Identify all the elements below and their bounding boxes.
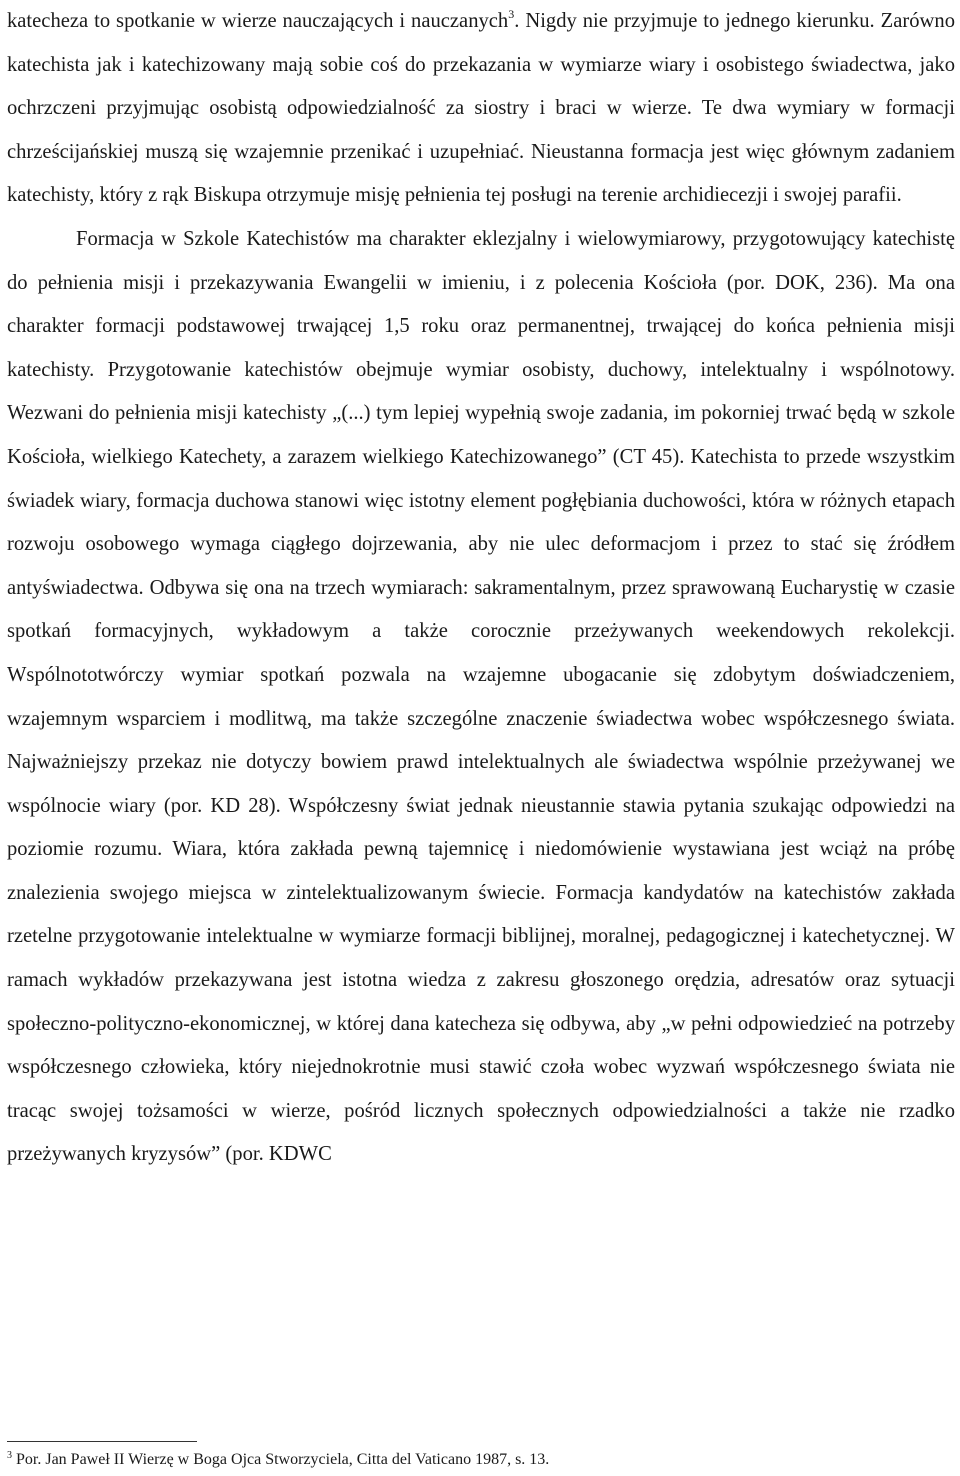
paragraph-1: [7, 0, 955, 218]
footnote: [7, 1450, 955, 1470]
paragraph-1-text-start: katecheza to spotkanie w wierze nauczających i nauczanych: [7, 10, 509, 32]
footnote-separator: [7, 1441, 197, 1442]
footnote-text: Por. Jan Paweł II Wierzę w Boga Ojca Stworzyciela, Citta del Vaticano 1987, s. 13.: [12, 1451, 550, 1468]
document-body: [7, 0, 955, 1177]
paragraph-1-text-end: . Nigdy nie przyjmuje to jednego kierunku. Zarówno katechista jak i katechizowany mają sobie coś do przekazania w wymiarze wiary i osobistego świadectwa, jako ochrzczeni przyjmując osobistą odpowiedzialność za siostry i braci w wierze. Te dwa wymiary w formacji chrześcijańskiej muszą się wzajemnie przenikać i uzupełniać. Nieustanna formacja jest więc głównym zadaniem katechisty, który z rąk Biskupa otrzymuje misję pełnienia tej posługi na terenie archidiecezji i swojej parafii.: [7, 10, 955, 207]
footnote-reference[interactable]: 3: [508, 7, 515, 21]
footnote-number: 3: [7, 1450, 12, 1461]
paragraph-2: Formacja w Szkole Katechistów ma charakter eklezjalny i wielowymiarowy, przygotowujący katechistę do pełnienia misji i przekazywania Ewangelii w imieniu, i z polecenia Kościoła (por. DOK, 236). Ma ona charakter formacji podstawowej trwającej 1,5 roku oraz permanentnej, trwającej do końca pełnienia misji katechisty. Przygotowanie katechistów obejmuje wymiar osobisty, duchowy, intelektualny i wspólnotowy. Wezwani do pełnienia misji katechisty „(...) tym lepiej wypełnią swoje zadania, im pokorniej trwać będą w szkole Kościoła, wielkiego Katechety, a zarazem wielkiego Katechizowanego” (CT 45). Katechista to przede wszystkim świadek wiary, formacja duchowa stanowi więc istotny element pogłębiania duchowości, która w różnych etapach rozwoju osobowego wymaga ciągłego dojrzewania, aby nie ulec deformacjom i przez to stać się źródłem antyświadectwa. Odbywa się ona na trzech wymiarach: sakramentalnym, przez sprawowaną Eucharystię w czasie spotkań formacyjnych, wykładowym a także corocznie przeżywanych weekendowych rekolekcji. Wspólnototwórczy wymiar spotkań pozwala na wzajemne ubogacanie się zdobytym doświadczeniem, wzajemnym wsparciem i modlitwą, ma także szczególne znaczenie świadectwa wobec współczesnego świata. Najważniejszy przekaz nie dotyczy bowiem prawd intelektualnych ale świadectwa wspólnie przeżywanej we wspólnocie wiary (por. KD 28). Współczesny świat jednak nieustannie stawia pytania szukając odpowiedzi na poziomie rozumu. Wiara, która zakłada pewną tajemnicę i niedomówienie wystawiana jest wciąż na próbę znalezienia swojego miejsca w zintelektualizowanym świecie. Formacja kandydatów na katechistów zakłada rzetelne przygotowanie intelektualne w wymiarze formacji biblijnej, moralnej, pedagogicznej i katechetycznej. W ramach wykładów przekazywana jest istotna wiedza z zakresu głoszonego orędzia, adresatów oraz sytuacji społeczno-polityczno-ekonomicznej, w której dana katecheza się odbywa, aby „w pełni odpowiedzieć na potrzeby współczesnego człowieka, który niejednokrotnie musi stawić czoła wobec wyzwań współczesnego świata nie tracąc swojej tożsamości w wierze, pośród licznych społecznych odpowiedzialności a także nie rzadko przeżywanych kryzysów” (por. KDWC: [7, 227, 955, 1166]
